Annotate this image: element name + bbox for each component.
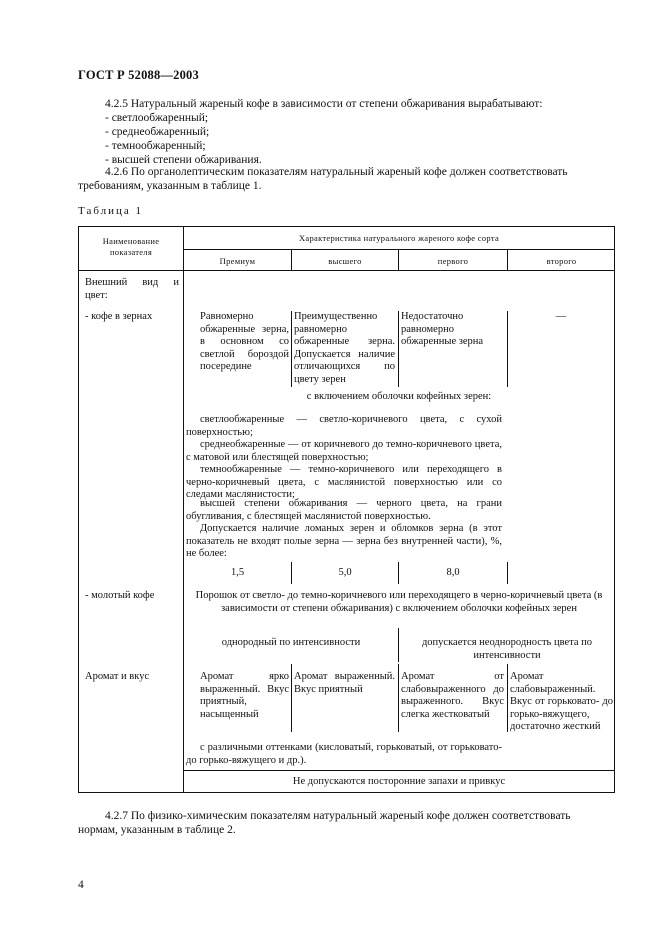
husk-highest: высшей степени обжаривания — черного цвета, на грани обугливания, с блестящей маслянистой поверхностью. [186,498,502,522]
broken-value-premium: 1,5 [230,567,245,578]
column-header-second: второго [546,256,577,266]
paragraph-4-2-7-line1: 4.2.7 По физико-химическим показателям натуральный жареный кофе должен соответствовать [105,810,571,822]
husk-heading: с включением оболочки кофейных зерен: [306,391,492,402]
table-divider [398,562,399,584]
beans-highest: Преимущественно равномерно обжаренные зерна. Допускается наличие отличающихся по цвету зерен [294,311,395,385]
table-divider [507,664,508,732]
column-group-header: Характеристика натурального жареного кофе сорта [298,233,500,243]
table-divider [291,562,292,584]
ground-description: Порошок от светло- до темно-коричневого или переходящего в черно-коричневый цвета (в зависимости от степени обжаривания) с включением оболочки кофейных зерен [195,590,603,614]
table-divider [291,664,292,732]
husk-medium: среднеобжаренные — от коричневого до темно-коричневого цвета, с матовой или блестящей поверхностью; [186,439,502,463]
aroma-premium: Аромат ярко выраженный. Вкус приятный, насыщенный [200,671,289,720]
broken-value-highest: 5,0 [338,567,352,578]
paragraph-4-2-5: 4.2.5 Натуральный жареный кофе в зависимости от степени обжаривания вырабатывают: [105,98,543,110]
ground-uniform: однородный по интенсивности [221,637,361,648]
document-code: ГОСТ Р 52088—2003 [78,68,199,82]
aroma-second: Аромат слабовыраженный. Вкус от горьковато- до горько-вяжущего, достаточно жесткий [510,671,613,732]
broken-grains-note: Допускается наличие ломаных зерен и обломков зерна (в этот показатель не входят полые зерна — зерна без внутренней части), %, не более: [186,523,502,559]
paragraph-4-2-6-line1: 4.2.6 По органолептическим показателям натуральный жареный кофе должен соответствовать [105,166,568,178]
table-divider [398,311,399,387]
beans-first: Недостаточно равномерно обжаренные зерна [401,311,484,347]
table-divider [291,311,292,387]
row-label-appearance: Внешний вид и цвет: [85,277,179,301]
ground-nonuniform: допускается неоднородность цвета по интенсивности [421,637,593,661]
column-header-indicator: Наименование показателя [102,236,160,257]
aroma-first: Аромат от слабовыраженного до выраженного. Вкус слегка жестковатый [401,671,504,720]
table-divider [183,249,615,250]
table-divider [183,770,615,771]
table-divider [398,628,399,662]
husk-light: светлообжаренные — светло-коричневого цвета, с сухой поверхностью; [186,414,502,438]
table-divider [78,270,615,271]
list-item: - светлообжаренный; [105,112,209,124]
beans-second: — [555,311,567,322]
husk-dark: темнообжаренные — темно-коричневого или переходящего в черно-коричневый цвета, с маслянистой поверхностью или со следами маслянистости; [186,464,502,500]
list-item: - темнообжаренный; [105,140,206,152]
row-label-aroma: Аромат и вкус [85,671,150,682]
paragraph-4-2-6-line2: требованиям, указанным в таблице 1. [78,180,262,192]
table-divider [507,249,508,270]
table-divider [398,664,399,732]
table-divider [507,311,508,387]
column-header-highest: высшего [328,256,362,266]
aroma-highest: Аромат выраженный. Вкус приятный [294,671,395,695]
list-item: - среднеобжаренный; [105,126,210,138]
table-divider [398,249,399,270]
table-divider [183,226,184,793]
broken-value-first: 8,0 [446,567,460,578]
page-number: 4 [78,879,84,891]
table-divider [507,562,508,584]
aroma-shades: с различными оттенками (кисловатый, горьковатый, от горьковато- до горько-вяжущего и др.). [186,742,502,766]
column-header-premium: Премиум [219,256,256,266]
column-header-first: первого [437,256,469,266]
beans-premium: Равномерно обжаренные зерна, в основном со светлой бороздой посередине [200,311,289,372]
paragraph-4-2-7-line2: нормам, указанным в таблице 2. [78,824,236,836]
row-label-ground: - молотый кофе [85,590,155,601]
no-foreign-odors: Не допускаются посторонние запахи и привкус [292,776,506,787]
table-title: Таблица 1 [78,205,144,217]
table-divider [291,249,292,270]
list-item: - высшей степени обжаривания. [105,154,262,166]
row-label-beans: - кофе в зернах [85,311,153,322]
